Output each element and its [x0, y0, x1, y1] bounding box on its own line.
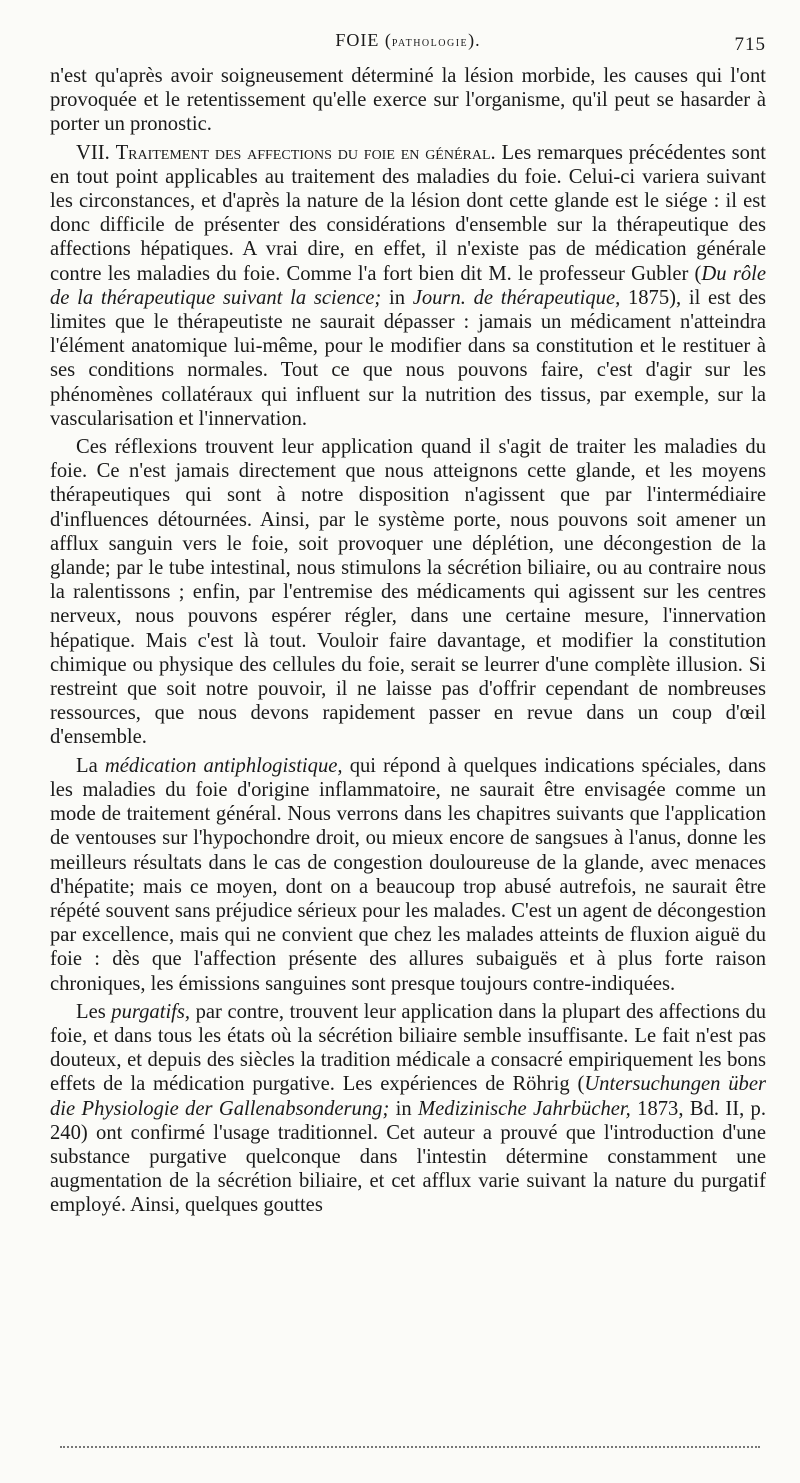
- page-number: 715: [734, 34, 766, 55]
- italic-citation: Du rôle de la thérapeutique suivant la science;: [50, 262, 766, 309]
- text-run: La: [76, 754, 105, 777]
- book-page: [50, 30, 766, 1218]
- article-body: [50, 64, 766, 1218]
- italic-citation: Medizinische Jahrbücher,: [418, 1097, 631, 1120]
- italic-citation: Untersuchungen über die Physiologie der Gallenabsonderung;: [50, 1073, 766, 1120]
- running-title-end: ).: [468, 30, 481, 50]
- running-title-main: FOIE (: [335, 30, 392, 50]
- text-run: par contre, trouvent leur application dans la plupart des affections du foie, et dans tous les états où la sécrétion biliaire semble insuffisante. Le fait n'est pas douteux, et depuis des siècles la tradition médicale a consacré empiriquement les bons effets de la médication purgative. Les expériences de Röhrig (: [50, 1000, 766, 1096]
- italic-citation: Journ. de thérapeutique,: [412, 286, 621, 309]
- text-run: qui répond à quelques indications spéciales, dans les maladies du foie d'origine inflammatoire, ne saurait être envisagée comme un mode de traitement général. Nous verrons dans les chapitres suivants que l'application de ventouses sur l'hypochondre droit, ou mieux encore de sangsues à l'anus, donne les meilleurs résultats dans le cas de congestion douloureuse de la glande, avec menaces d'hépatite; mais ce moyen, dont on a beaucoup trop abusé autrefois, ne saurait être répété souvent sans préjudice sérieux pour les malades. C'est un agent de décongestion par excellence, mais qui ne convient que chez les malades atteints de fluxion aiguë du foie : dès que l'affection présente des allures subaiguës et à plus forte raison chroniques, les émissions sanguines sont presque toujours contre-indiquées.: [50, 754, 767, 995]
- italic-citation: médication antiphlogistique,: [104, 754, 343, 777]
- paragraph: [50, 754, 766, 996]
- text-run: Les remarques précédentes sont en tout point applicables au traitement des maladies du foie. Celui-ci variera suivant les circonstances, et d'après la nature de la lésion dont cette glande est le siége : il est donc difficile de présenter des considérations d'ensemble sur la thérapeutique des affections hépatiques. A vrai dire, en effet, il n'existe pas de médication générale contre les maladies du foie. Comme l'a fort bien dit M. le professeur Gubler (: [50, 141, 767, 285]
- text-run: Les: [76, 1000, 112, 1023]
- text-run: 1873, Bd. II, p. 240) ont confirmé l'usage traditionnel. Cet auteur a prouvé que l'introduction d'une substance purgative quelconque dans l'intestin détermine constamment une augmentation de la sécrétion biliaire, et cet afflux varie suivant la nature du purgatif employé. Ainsi, quelques gouttes: [50, 1097, 767, 1217]
- text-run: 1875), il est des limites que le thérapeutiste ne saurait dépasser : jamais un médicament n'atteindra l'élément anatomique lui-même, pour le modifier dans sa constitution et le restituer à ses conditions normales. Tout ce que nous pouvons faire, c'est d'agir sur les phénomènes collatéraux qui influent sur la nutrition des tissus, par exemple, sur la vascularisation et l'innervation.: [50, 286, 767, 430]
- text-run: Ces réflexions trouvent leur application quand il s'agit de traiter les maladies du foie. Ce n'est jamais directement que nous atteignons cette glande, et les moyens thérapeutiques qui sont à notre disposition n'agissent que par l'intermédiaire d'influences détournées. Ainsi, par le système porte, nous pouvons soit amener un afflux sanguin vers le foie, soit provoquer une déplétion, une décongestion de la glande; par le tube intestinal, nous stimulons la sécrétion biliaire, ou au contraire nous la ralentissons ; enfin, par l'entremise des médicaments qui agissent sur les centres nerveux, nous pouvons espérer régler, dans une certaine mesure, l'innervation hépatique. Mais c'est là tout. Vouloir faire davantage, et modifier la constitution chimique ou physique des cellules du foie, serait se leurrer d'une complète illusion. Si restreint que soit notre pouvoir, il ne laisse pas d'offrir cependant de nombreuses ressources, que nous devons rapidement passer en revue dans un coup d'œil d'ensemble.: [50, 436, 766, 749]
- text-run: VII.: [76, 141, 116, 164]
- footer-dotted-rule: [60, 1446, 760, 1448]
- paragraph: [50, 141, 766, 431]
- text-run: in: [389, 1097, 419, 1120]
- running-header: [50, 30, 766, 64]
- text-run: in: [381, 286, 413, 309]
- paragraph: [50, 1000, 766, 1218]
- running-title: [50, 30, 766, 51]
- paragraph: [50, 64, 766, 137]
- section-heading: Traitement des affections du foie en général.: [115, 141, 496, 164]
- italic-citation: purgatifs,: [111, 1000, 191, 1023]
- running-title-subject: pathologie: [391, 35, 469, 50]
- paragraph: [50, 435, 766, 750]
- text-run: n'est qu'après avoir soigneusement déterminé la lésion morbide, les causes qui l'ont provoquée et le retentissement qu'elle exerce sur l'organisme, qu'il peut se hasarder à porter un pronostic.: [50, 65, 766, 136]
